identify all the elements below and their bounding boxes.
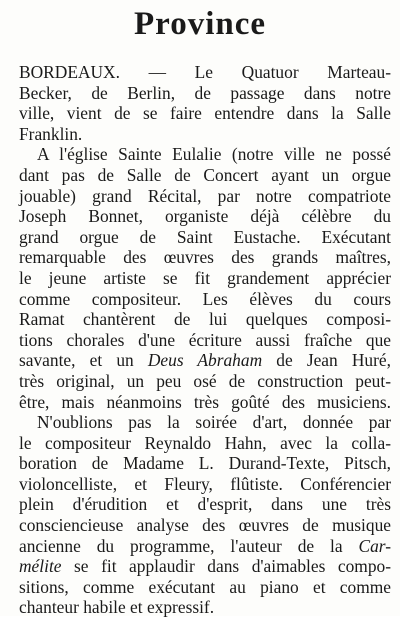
text-line (19, 556, 391, 577)
text-line: N'oublions pas la soirée d'art, donnée par (37, 412, 391, 433)
text-line: très original, un peu osé de construction peut- (19, 370, 391, 391)
text-segment: se fit applaudir dans d'aimables compo- (61, 556, 391, 577)
work-title: mélite (19, 556, 62, 577)
text-line: Franklin. (19, 123, 83, 144)
text-line: Becker, de Berlin, de passage dans notre (19, 82, 391, 103)
work-title: Deus Abraham (147, 350, 263, 371)
text-line (19, 350, 391, 371)
work-title: Car- (358, 535, 391, 556)
text-segment: de Jean Huré, (262, 350, 391, 371)
text-line: remarquable des œuvres des grands maîtres, (19, 247, 391, 268)
text-line: BORDEAUX. — Le Quatuor Marteau- (19, 62, 391, 82)
text-line: chanteur habile et expressif. (19, 597, 215, 618)
text-line: comme compositeur. Les élèves du cours (19, 288, 391, 309)
text-line: ville, vient de se faire entendre dans la Salle (19, 103, 391, 124)
text-line: sitions, comme exécutant au piano et comme (19, 576, 391, 597)
text-line: grand orgue de Saint Eustache. Exécutant (19, 226, 391, 247)
text-line: Joseph Bonnet, organiste déjà célèbre du (19, 206, 391, 227)
text-line: dant pas de Salle de Concert ayant un orgue (19, 164, 391, 185)
article-body (19, 62, 391, 618)
text-line: le compositeur Reynaldo Hahn, avec la colla- (19, 432, 391, 453)
text-line: tions chorales d'une écriture aussi fraîche que (19, 329, 391, 350)
text-line: violoncelliste, et Fleury, flûtiste. Conférencier (19, 473, 391, 494)
section-title: Province (133, 6, 267, 42)
text-line: jouable) grand Récital, par notre compatriote (19, 185, 391, 206)
text-segment: savante, et un (19, 350, 148, 371)
text-line (19, 536, 391, 557)
text-line: A l'église Sainte Eulalie (notre ville ne possé (37, 144, 391, 165)
text-line: consciencieuse analyse des œuvres de musique (19, 515, 391, 536)
text-line: être, mais néanmoins très goûté des musiciens. (19, 391, 391, 412)
text-line: Ramat chantèrent de lui quelques composi- (19, 309, 391, 330)
text-line: le jeune artiste se fit grandement apprécier (19, 267, 391, 288)
text-line: plein d'érudition et d'esprit, dans une très (19, 494, 391, 515)
text-segment: ancienne du programme, l'auteur de la (19, 535, 359, 556)
text-line: boration de Madame L. Durand-Texte, Pitsch, (19, 453, 391, 474)
